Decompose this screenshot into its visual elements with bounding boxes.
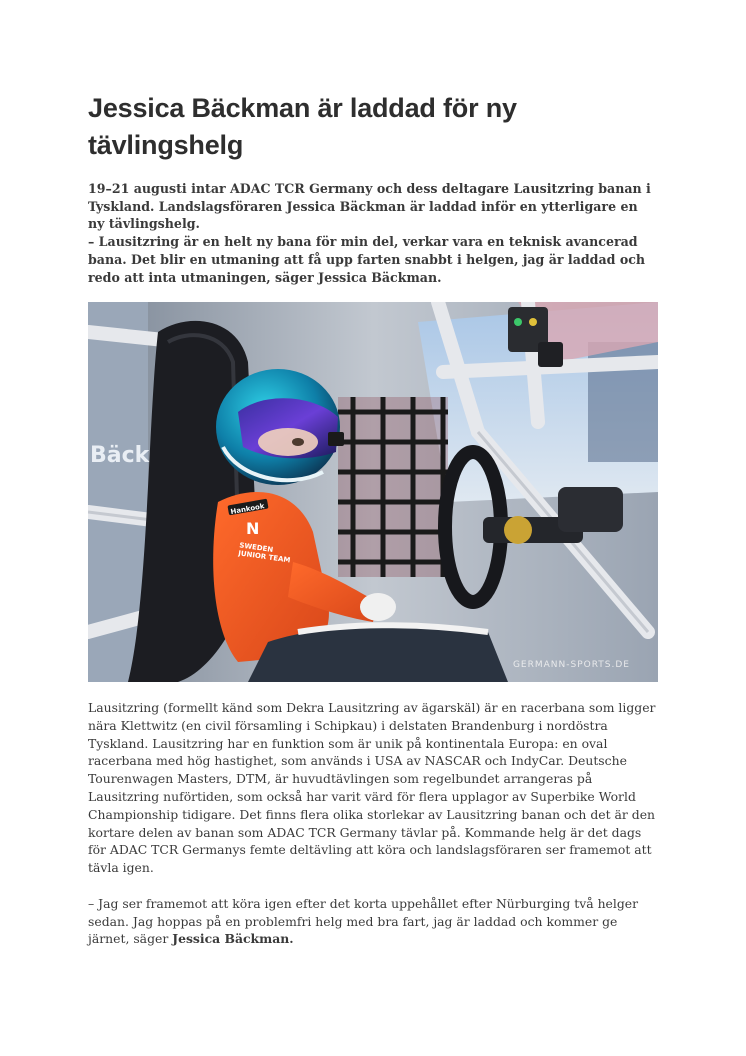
- body-paragraph: Lausitzring (formellt känd som Dekra Lausitzring av ägarskäl) är en racerbana som ligger nära Klettwitz (en civil församling i Schipkau) i delstaten Brandenburg i nordöstra Tyskland. Lausitzring har en funktion som är unik på kontinentala Europa: en oval racerbana med hög hastighet, som används i USA av NASCAR och IndyCar. Deutsche Tourenwagen Masters, DTM, är huvudtävlingen som regelbundet arrangeras på Lausitzring nuförtiden, som också har varit värd för flera upplagor av Superbike World Championship tidigare. Det finns flera olika storlekar av Lausitzring banan och det är den kortare delen av banan som ADAC TCR Germany tävlar på. Kommande helg är det dags för ADAC TCR Germanys femte deltävling att köra och landslagsföraren ser framemot att tävla igen.: [88, 700, 656, 876]
- article-title: Jessica Bäckman är laddad för ny tävlingshelg: [88, 93, 517, 160]
- suit-patch-text: SWEDEN JUNIOR TEAM: [237, 541, 291, 565]
- driver-face: [258, 428, 318, 456]
- driver-photo: [88, 302, 658, 682]
- wall-text: Bäck: [90, 443, 150, 468]
- driver-glove: [360, 593, 396, 621]
- article-lead: [88, 180, 658, 286]
- article-body: [88, 699, 658, 948]
- n-logo: N: [246, 519, 260, 538]
- body-quote: [88, 895, 658, 948]
- lead-paragraph: 19–21 augusti intar ADAC TCR Germany och dess deltagare Lausitzring banan i Tyskland. Landslagsföraren Jessica Bäckman är laddad inför en ytterligare en ny tävlingshelg.: [88, 181, 651, 232]
- photo-watermark: GERMANN-SPORTS.DE: [512, 660, 630, 670]
- driver-name: Jessica Bäckman.: [172, 931, 294, 947]
- paragraph-gap: [88, 877, 658, 895]
- lead-quote: – Lausitzring är en helt ny bana för min del, verkar vara en teknisk avancerad bana. Det blir en utmaning att få upp farten snabbt i helgen, jag är laddad och redo att inta utmaningen, säger Jessica Bäckman.: [88, 234, 646, 285]
- window-net: [338, 397, 448, 577]
- body-quote-text: – Jag ser framemot att köra igen efter det korta uppehållet efter Nürburging två helger sedan. Jag hoppas på en problemfri helg med bra fart, jag är laddad och kommer ge järnet, säger: [88, 895, 639, 947]
- suit-brand-text: Hankook: [229, 502, 266, 517]
- driver-in-car-illustration: [88, 302, 658, 682]
